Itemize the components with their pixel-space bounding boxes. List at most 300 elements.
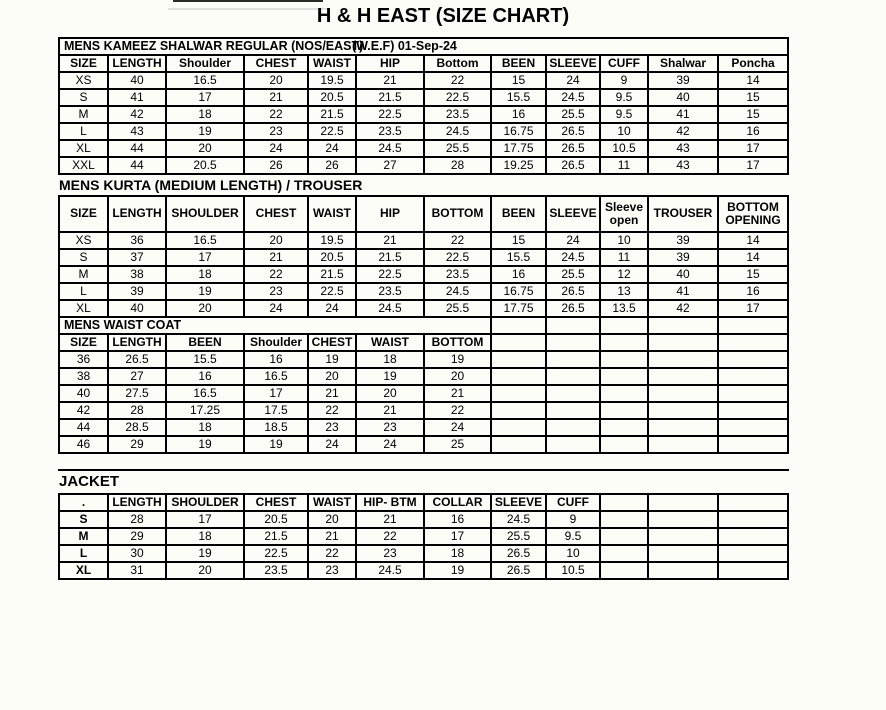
column-header: Poncha [718,55,788,72]
cell: 40 [648,89,718,106]
cell: 17 [244,385,308,402]
cell: 21.5 [244,528,308,545]
cell: M [59,106,108,123]
cell: 9.5 [600,106,648,123]
empty-cell [546,317,600,334]
cell: 17.5 [244,402,308,419]
cell: 14 [718,232,788,249]
cell: 22 [244,266,308,283]
empty-cell [546,436,600,453]
cell: 23 [244,283,308,300]
cell: 25.5 [424,140,491,157]
column-header: SLEEVE [491,494,546,511]
column-header: LENGTH [108,494,166,511]
cell: 23.5 [244,562,308,579]
column-header: HIP [356,55,424,72]
cell: 14 [718,72,788,89]
cell: 25.5 [424,300,491,317]
table-row [59,368,788,385]
cell: 20 [166,140,244,157]
jacket-table [58,493,789,580]
empty-header-cell [718,334,788,351]
cell: 22.5 [424,89,491,106]
cell: 18 [166,528,244,545]
section-divider-line [58,469,789,471]
cell: 25.5 [491,528,546,545]
jacket-column-header-row [59,494,788,511]
cell: 16 [491,266,546,283]
column-header: WAIST [308,55,356,72]
column-header: BEEN [166,334,244,351]
cell: 21 [356,402,424,419]
table-row [59,232,788,249]
cell: 41 [648,283,718,300]
empty-cell [718,402,788,419]
column-header: LENGTH [108,196,166,232]
jacket-table-body [59,511,788,579]
cell: 10.5 [600,140,648,157]
column-header: CUFF [600,55,648,72]
column-header: Shalwar [648,55,718,72]
cell: M [59,266,108,283]
cell: 26.5 [546,283,600,300]
cell: 10.5 [546,562,600,579]
column-header: HIP- BTM [356,494,424,511]
cell: 46 [59,436,108,453]
waistcoat-table-body [59,351,788,453]
cell: 28 [108,402,166,419]
waistcoat-section-header-row [59,317,788,334]
cell: S [59,89,108,106]
empty-cell [648,402,718,419]
cell: 24 [356,436,424,453]
cell: 27 [108,368,166,385]
column-header: Shoulder [166,55,244,72]
table-row [59,157,788,174]
table-row [59,351,788,368]
cell: 29 [108,436,166,453]
cell: 21 [424,385,491,402]
cell: 20 [166,562,244,579]
empty-cell [648,385,718,402]
column-header: Shoulder [244,334,308,351]
empty-cell [600,528,648,545]
cell: 42 [108,106,166,123]
cell: 24.5 [424,283,491,300]
cell: 42 [648,123,718,140]
table-row [59,123,788,140]
empty-cell [600,385,648,402]
cell: L [59,123,108,140]
cell: 15 [491,72,546,89]
cell: XXL [59,157,108,174]
cell: 12 [600,266,648,283]
cell: 23.5 [356,283,424,300]
cell: 22.5 [308,283,356,300]
empty-cell [600,351,648,368]
cell: 40 [59,385,108,402]
cell: 25.5 [546,266,600,283]
table-row [59,72,788,89]
empty-cell [648,528,718,545]
cell: 20 [166,300,244,317]
cell: 22 [308,545,356,562]
table-row [59,528,788,545]
empty-cell [600,436,648,453]
table-row [59,511,788,528]
kameez-table-body [59,72,788,174]
cell: 19.5 [308,72,356,89]
empty-cell [600,402,648,419]
empty-header-cell [546,334,600,351]
cell: S [59,249,108,266]
empty-cell [718,511,788,528]
empty-cell [491,351,546,368]
cell: 19 [166,283,244,300]
cell: 26.5 [491,545,546,562]
empty-cell [491,419,546,436]
column-header: SLEEVE [546,55,600,72]
table-row [59,249,788,266]
empty-cell [648,545,718,562]
cell: 40 [108,300,166,317]
cell: 23 [356,419,424,436]
cell: 24 [244,300,308,317]
cell: 26.5 [546,123,600,140]
cell: 17 [166,249,244,266]
cell: 18 [424,545,491,562]
cell: 15 [718,89,788,106]
cell: 17 [424,528,491,545]
kurta-table-body [59,232,788,317]
cell: 26.5 [546,157,600,174]
cell: 15 [718,266,788,283]
empty-header-cell [491,334,546,351]
cell: 18 [356,351,424,368]
cell: 16.5 [166,72,244,89]
cell: 16 [424,511,491,528]
column-header: . [59,494,108,511]
cell: 15.5 [166,351,244,368]
empty-cell [491,368,546,385]
empty-cell [600,419,648,436]
cell: 16.75 [491,123,546,140]
empty-cell [546,419,600,436]
column-header: WAIST [308,196,356,232]
column-header: HIP [356,196,424,232]
cell: 11 [600,249,648,266]
empty-cell [491,436,546,453]
table-row [59,402,788,419]
kurta-section-label: MENS KURTA (MEDIUM LENGTH) / TROUSER [59,177,363,193]
cell: 19 [356,368,424,385]
cell: 18 [166,266,244,283]
empty-cell [718,545,788,562]
cell: 21 [308,385,356,402]
cell: 28 [424,157,491,174]
cell: 9.5 [546,528,600,545]
cell: 21 [356,511,424,528]
cell: 10 [546,545,600,562]
cell: 36 [108,232,166,249]
cell: 21.5 [356,249,424,266]
cell: 19 [166,436,244,453]
cell: 10 [600,123,648,140]
empty-cell [648,511,718,528]
cell: 14 [718,249,788,266]
empty-cell [718,351,788,368]
empty-cell [491,317,546,334]
empty-cell [718,562,788,579]
cell: 22.5 [356,106,424,123]
cell: 21 [244,89,308,106]
cell: 22 [424,402,491,419]
cell: 26.5 [546,140,600,157]
column-header: SHOULDER [166,494,244,511]
empty-cell [546,385,600,402]
cell: 15 [491,232,546,249]
cell: 20.5 [308,89,356,106]
cell: XS [59,232,108,249]
column-header: TROUSER [648,196,718,232]
empty-cell [648,436,718,453]
cell: 22 [424,72,491,89]
cell: 16 [244,351,308,368]
empty-cell [600,511,648,528]
cell: 9.5 [600,89,648,106]
waistcoat-column-header-row [59,334,788,351]
kameez-shalwar-table [58,37,789,175]
cell: 24 [308,140,356,157]
column-header: SIZE [59,55,108,72]
cell: 16 [491,106,546,123]
cell: 24.5 [546,249,600,266]
cell: 29 [108,528,166,545]
cell: 39 [108,283,166,300]
cell: 24.5 [356,140,424,157]
cell: 10 [600,232,648,249]
cell: 17 [166,89,244,106]
empty-header-cell [648,494,718,511]
cell: 20 [244,72,308,89]
column-header: Sleeve open [600,196,648,232]
column-header: SLEEVE [546,196,600,232]
cell: 24 [546,232,600,249]
cell: 15.5 [491,249,546,266]
cell: 22.5 [308,123,356,140]
empty-cell [546,402,600,419]
cell: 17 [718,157,788,174]
kurta-and-waistcoat-table [58,195,789,454]
cell: 25 [424,436,491,453]
kameez-column-header-row [59,55,788,72]
cell: 44 [108,140,166,157]
cell: S [59,511,108,528]
cell: 27 [356,157,424,174]
empty-cell [600,562,648,579]
cell: 26 [308,157,356,174]
empty-cell [648,419,718,436]
column-header: Bottom [424,55,491,72]
cell: 17 [166,511,244,528]
cell: 38 [108,266,166,283]
cell: 43 [648,157,718,174]
cell: 17.75 [491,140,546,157]
column-header: SIZE [59,196,108,232]
cell: 22.5 [424,249,491,266]
cell: 19 [166,545,244,562]
empty-cell [718,436,788,453]
cell: 23.5 [424,106,491,123]
cell: 22 [424,232,491,249]
column-header: SIZE [59,334,108,351]
empty-cell [718,419,788,436]
kameez-section-header-row [59,38,788,55]
table-row [59,545,788,562]
cell: 43 [108,123,166,140]
cell: 20.5 [308,249,356,266]
cell: 24.5 [424,123,491,140]
cell: 9 [600,72,648,89]
cell: 16 [718,283,788,300]
cell: 16.5 [166,385,244,402]
cell: 16.5 [244,368,308,385]
cell: 20.5 [166,157,244,174]
cell: 26.5 [491,562,546,579]
cell: 21 [308,528,356,545]
cell: 19 [308,351,356,368]
cell: 38 [59,368,108,385]
empty-cell [648,562,718,579]
cell: 24 [244,140,308,157]
cell: 24.5 [546,89,600,106]
empty-header-cell [648,334,718,351]
cell: 22.5 [244,545,308,562]
cell: 15 [718,106,788,123]
column-header: BOTTOM [424,196,491,232]
cell: 26.5 [546,300,600,317]
cell: 24 [546,72,600,89]
cell: 22 [244,106,308,123]
table-row [59,140,788,157]
empty-cell [648,351,718,368]
cell: 24 [308,436,356,453]
cell: 25.5 [546,106,600,123]
cell: 18.5 [244,419,308,436]
empty-cell [718,317,788,334]
cell: 26.5 [108,351,166,368]
cell: 20 [424,368,491,385]
cell: XS [59,72,108,89]
cell: L [59,283,108,300]
cell: 23.5 [356,123,424,140]
cell: XL [59,300,108,317]
cell: 21 [356,232,424,249]
cell: 19 [424,562,491,579]
cell: 28 [108,511,166,528]
cell: XL [59,562,108,579]
cell: 15.5 [491,89,546,106]
cell: 17.75 [491,300,546,317]
column-header: CUFF [546,494,600,511]
cell: 30 [108,545,166,562]
column-header: CHEST [244,494,308,511]
column-header: BEEN [491,55,546,72]
cell: 24.5 [356,562,424,579]
cell: 36 [59,351,108,368]
empty-cell [491,402,546,419]
cell: 44 [59,419,108,436]
effective-date-label: (W.E.F) 01-Sep-24 [352,39,457,53]
cell: 40 [108,72,166,89]
cell: 37 [108,249,166,266]
cell: 23 [356,545,424,562]
cell: 20 [308,368,356,385]
cell: 24.5 [356,300,424,317]
cell: 19.25 [491,157,546,174]
empty-cell [491,385,546,402]
empty-cell [718,385,788,402]
cell: 21.5 [308,266,356,283]
cell: 40 [648,266,718,283]
cell: 13 [600,283,648,300]
cell: 18 [166,106,244,123]
cell: 22.5 [356,266,424,283]
empty-cell [718,368,788,385]
cell: XL [59,140,108,157]
cell: 22 [356,528,424,545]
cell: 41 [108,89,166,106]
column-header: BOTTOM OPENING [718,196,788,232]
cell: 16 [718,123,788,140]
cell: 44 [108,157,166,174]
empty-cell [546,351,600,368]
cell: 17.25 [166,402,244,419]
cell: 28.5 [108,419,166,436]
cell: 19 [244,436,308,453]
column-header: CHEST [244,196,308,232]
cell: 24.5 [491,511,546,528]
cell: 41 [648,106,718,123]
column-header: LENGTH [108,55,166,72]
cell: 18 [166,419,244,436]
empty-header-cell [600,334,648,351]
table-row [59,436,788,453]
column-header: CHEST [308,334,356,351]
cell: 11 [600,157,648,174]
table-row [59,419,788,436]
empty-header-cell [718,494,788,511]
cell: 24 [424,419,491,436]
cell: 19 [166,123,244,140]
cell: 21 [356,72,424,89]
cell: 26 [244,157,308,174]
table-row [59,266,788,283]
cell: 21.5 [356,89,424,106]
table-row [59,300,788,317]
cell: 21 [244,249,308,266]
cell: 43 [648,140,718,157]
cell: 42 [648,300,718,317]
cell: 20 [356,385,424,402]
cell: 9 [546,511,600,528]
cell: 39 [648,249,718,266]
cell: 20 [244,232,308,249]
cell: 16.75 [491,283,546,300]
cell: 21.5 [308,106,356,123]
cell: M [59,528,108,545]
table-row [59,562,788,579]
